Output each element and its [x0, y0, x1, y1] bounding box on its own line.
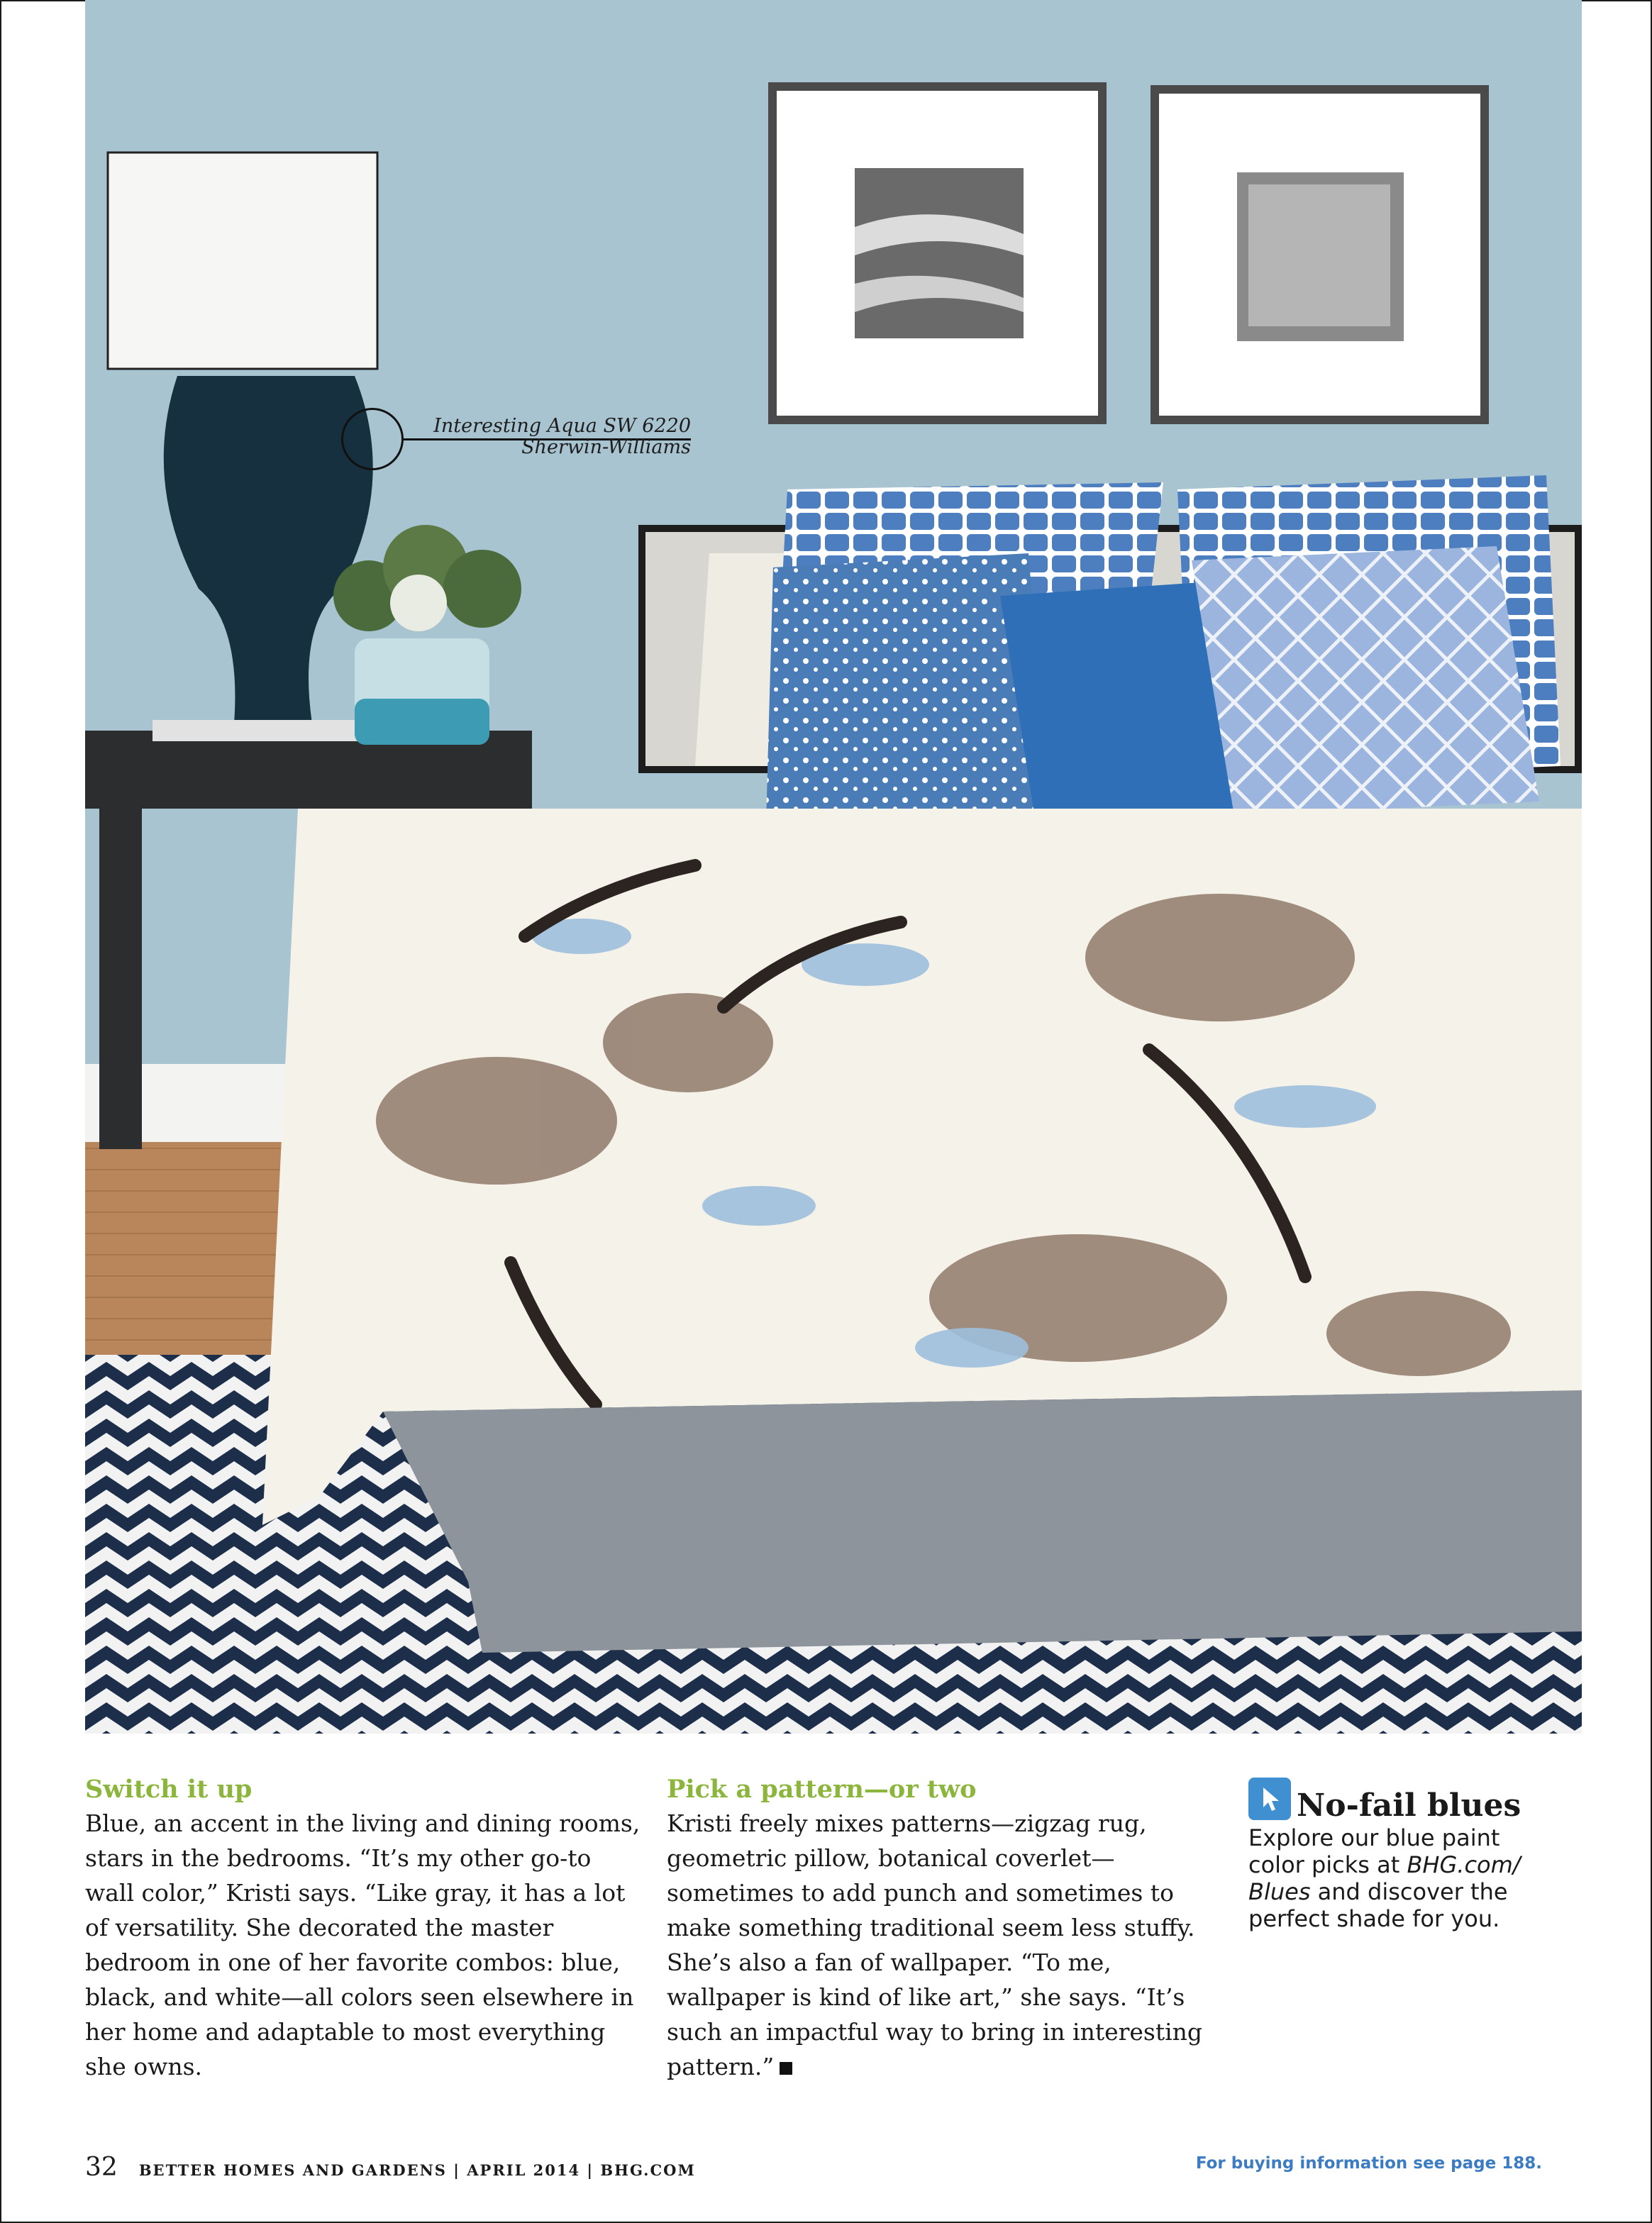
bhg-blues-link[interactable]: BHG.com/ Blues [1248, 1851, 1521, 1905]
section-body-text: Kristi freely mixes patterns—zigzag rug, geometric pillow, botanical coverlet—sometimes to add punch and sometimes to make something traditional seem less stuffy. She’s also a fan of wallpaper. “To me, wallpaper is kind of like art,” she says. “It’s such an impactful way to bring in interesting pattern.” [667, 1809, 1203, 2080]
cursor-arrow-icon [1248, 1778, 1291, 1820]
sidebar-callout [1248, 1779, 1560, 1932]
paint-color-label [433, 416, 691, 458]
bedroom-photo [85, 0, 1582, 1734]
article-column-1 [85, 1773, 645, 2084]
sidebar-body-text: Explore our blue paint color picks at [1248, 1824, 1500, 1878]
article-column-2 [667, 1773, 1227, 2084]
paint-brand: Sherwin-Williams [521, 436, 691, 458]
section-heading: Pick a pattern—or two [667, 1775, 977, 1804]
section-body: Blue, an accent in the living and dining rooms, stars in the bedrooms. “It’s my other go-to wall color,” Kristi says. “Like gray, it has a lot of versatility. She decorated the master bedroom in one of her favorite combos: blue, black, and white—all colors seen elsewhere in her home and adaptable to most everything she owns. [85, 1809, 641, 2080]
section-heading: Switch it up [85, 1775, 253, 1804]
sidebar-body [1248, 1824, 1560, 1932]
paint-color-name: Interesting Aqua SW 6220 [433, 415, 691, 437]
paint-swatch-circle [341, 408, 404, 470]
publication-line: BETTER HOMES AND GARDENS | APRIL 2014 | BHG.COM [138, 2161, 696, 2179]
page-footer [85, 2153, 696, 2182]
sidebar-body-text-end: and discover the perfect shade for you. [1248, 1878, 1508, 1932]
end-of-article-mark [780, 2062, 792, 2075]
sidebar-title: No-fail blues [1297, 1787, 1521, 1824]
buying-info-note: For buying information see page 188. [1195, 2154, 1542, 2173]
sidebar-header [1248, 1779, 1560, 1824]
section-body [667, 1806, 1227, 2084]
page-number: 32 [85, 2153, 118, 2182]
